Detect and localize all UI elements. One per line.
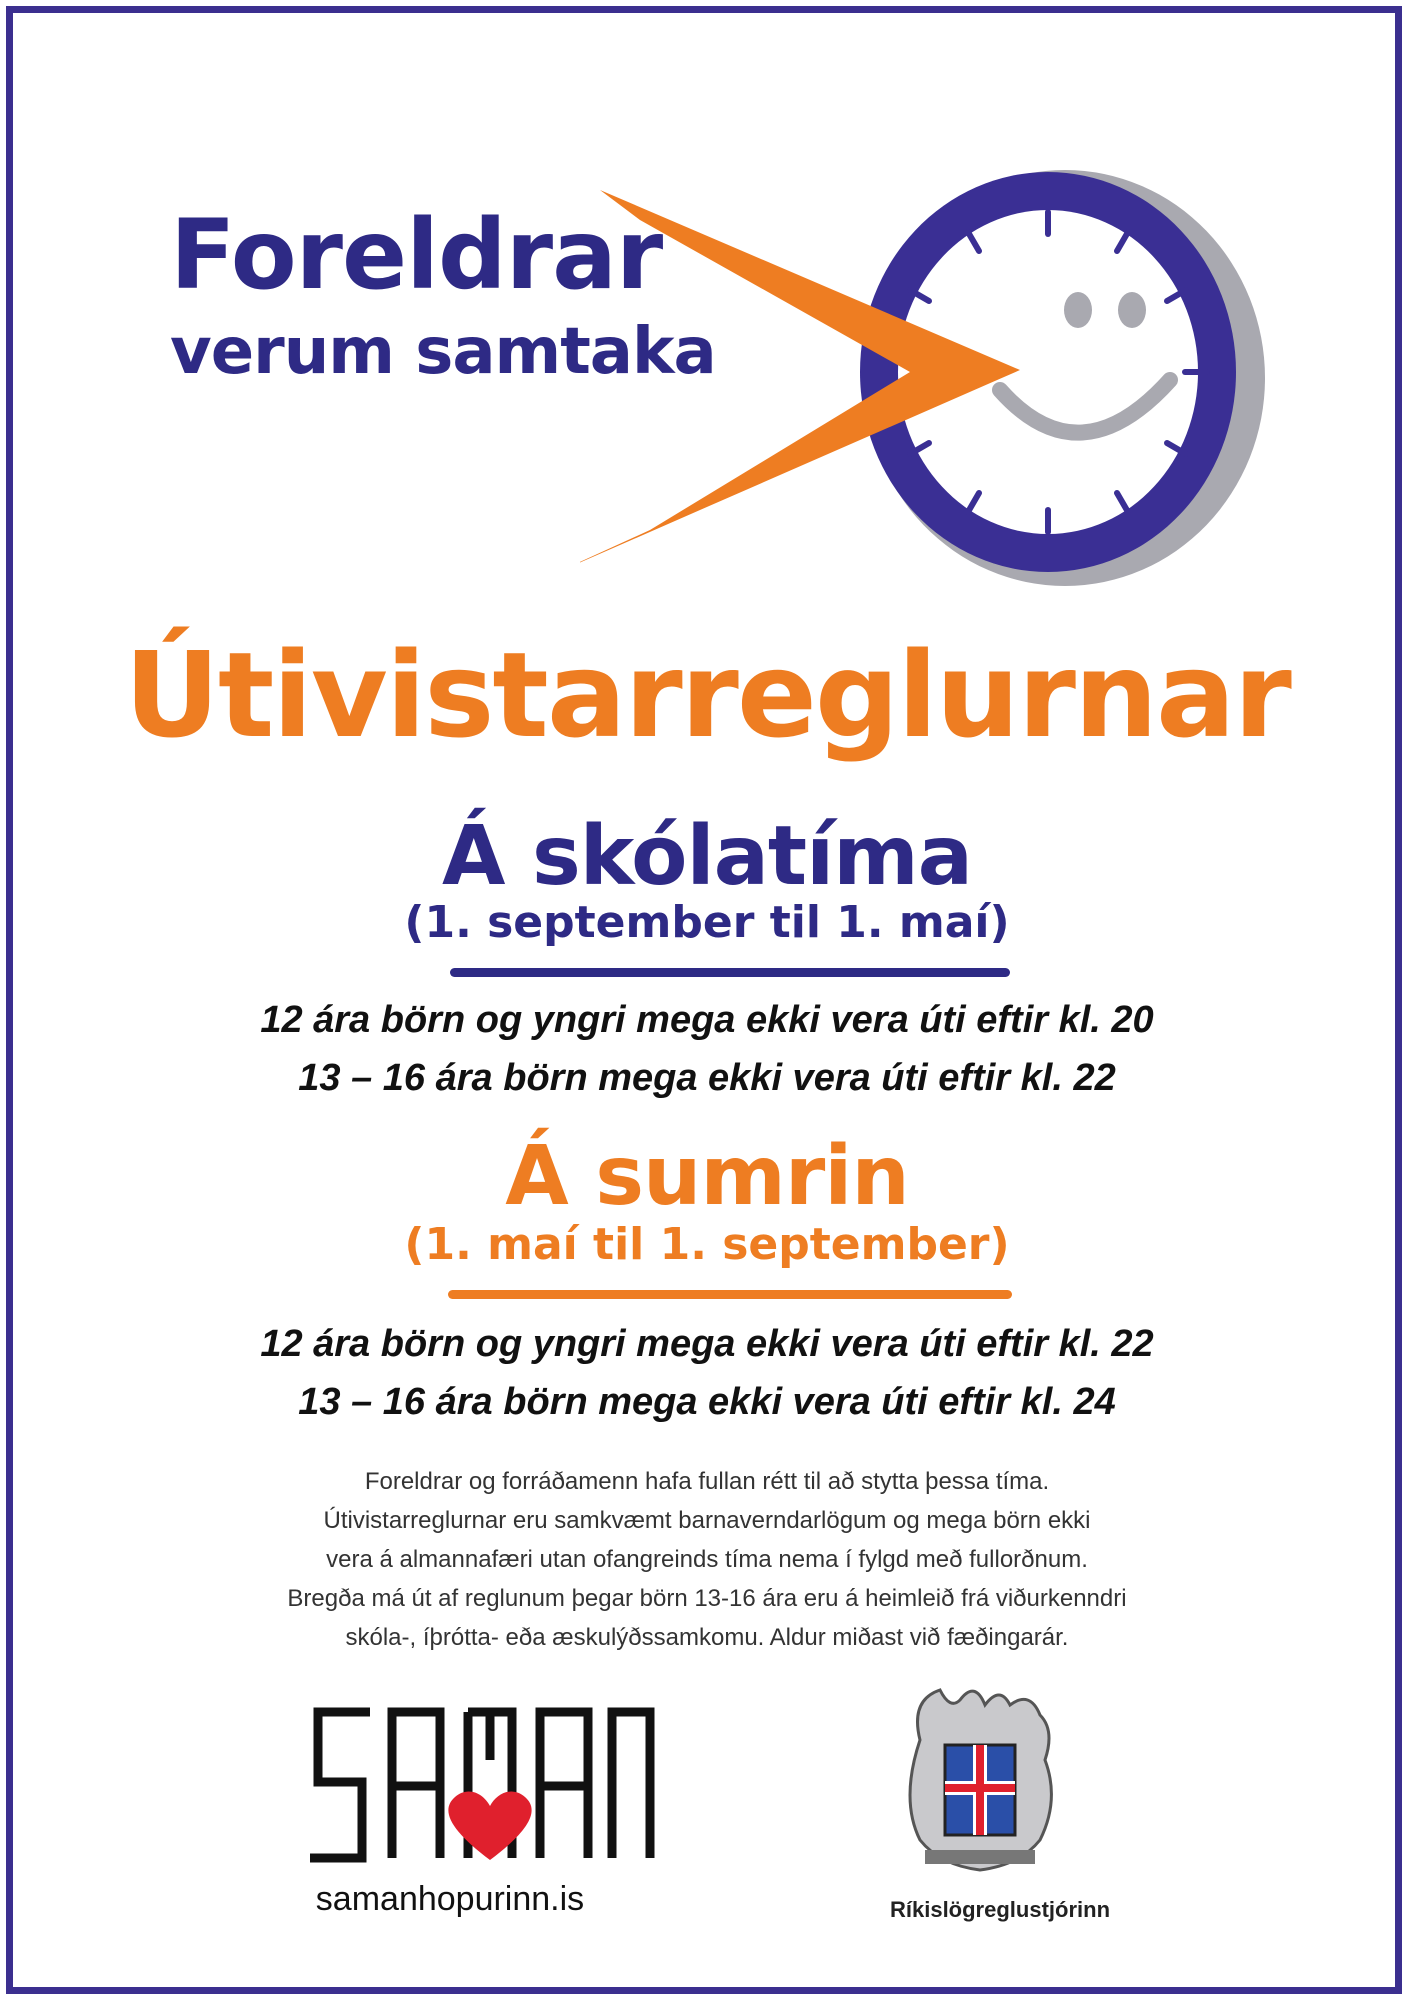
heart-icon bbox=[448, 1792, 531, 1860]
school-underline bbox=[450, 968, 1010, 977]
note-line: skóla-, íþrótta- eða æskulýðssamkomu. Aldur miðast við fæðingarár. bbox=[345, 1624, 1069, 1651]
police-name: Ríkislögreglustjórinn bbox=[889, 1897, 1111, 1922]
school-date-range: (1. september til 1. maí) bbox=[404, 897, 1010, 948]
school-rule-12: 12 ára börn og yngri mega ekki vera úti eftir kl. 20 bbox=[260, 999, 1154, 1041]
brand-line-1: Foreldrar bbox=[170, 199, 663, 311]
note-line: Útivistarreglurnar eru samkvæmt barnaverndarlögum og mega börn ekki bbox=[323, 1507, 1091, 1534]
school-rule-13-16: 13 – 16 ára börn mega ekki vera úti eftir kl. 22 bbox=[298, 1057, 1116, 1099]
note-line: Bregða má út af reglunum þegar börn 13-16 ára eru á heimleið frá viðurkenndri bbox=[287, 1585, 1127, 1612]
smiling-clock-icon bbox=[580, 150, 1300, 610]
school-heading: Á skólatíma bbox=[441, 809, 972, 904]
summer-heading: Á sumrin bbox=[505, 1129, 909, 1224]
note-line: vera á almannafæri utan ofangreinds tíma nema í fylgd með fullorðnum. bbox=[326, 1546, 1088, 1573]
saman-url: samanhopurinn.is bbox=[315, 1880, 585, 1918]
page-title: Útivistarreglurnar bbox=[124, 626, 1290, 764]
summer-date-range: (1. maí til 1. september) bbox=[404, 1219, 1010, 1270]
saman-logo bbox=[300, 1700, 660, 1870]
summer-rule-12: 12 ára börn og yngri mega ekki vera úti eftir kl. 22 bbox=[260, 1323, 1154, 1365]
coat-of-arms-icon bbox=[880, 1680, 1080, 1880]
brand-line-2: verum samtaka bbox=[170, 315, 716, 389]
summer-underline bbox=[448, 1290, 1012, 1299]
notes-paragraph bbox=[140, 1462, 1274, 1657]
note-line: Foreldrar og forráðamenn hafa fullan rétt til að stytta þessa tíma. bbox=[364, 1468, 1050, 1495]
summer-rule-13-16: 13 – 16 ára börn mega ekki vera úti eftir kl. 24 bbox=[298, 1381, 1116, 1423]
